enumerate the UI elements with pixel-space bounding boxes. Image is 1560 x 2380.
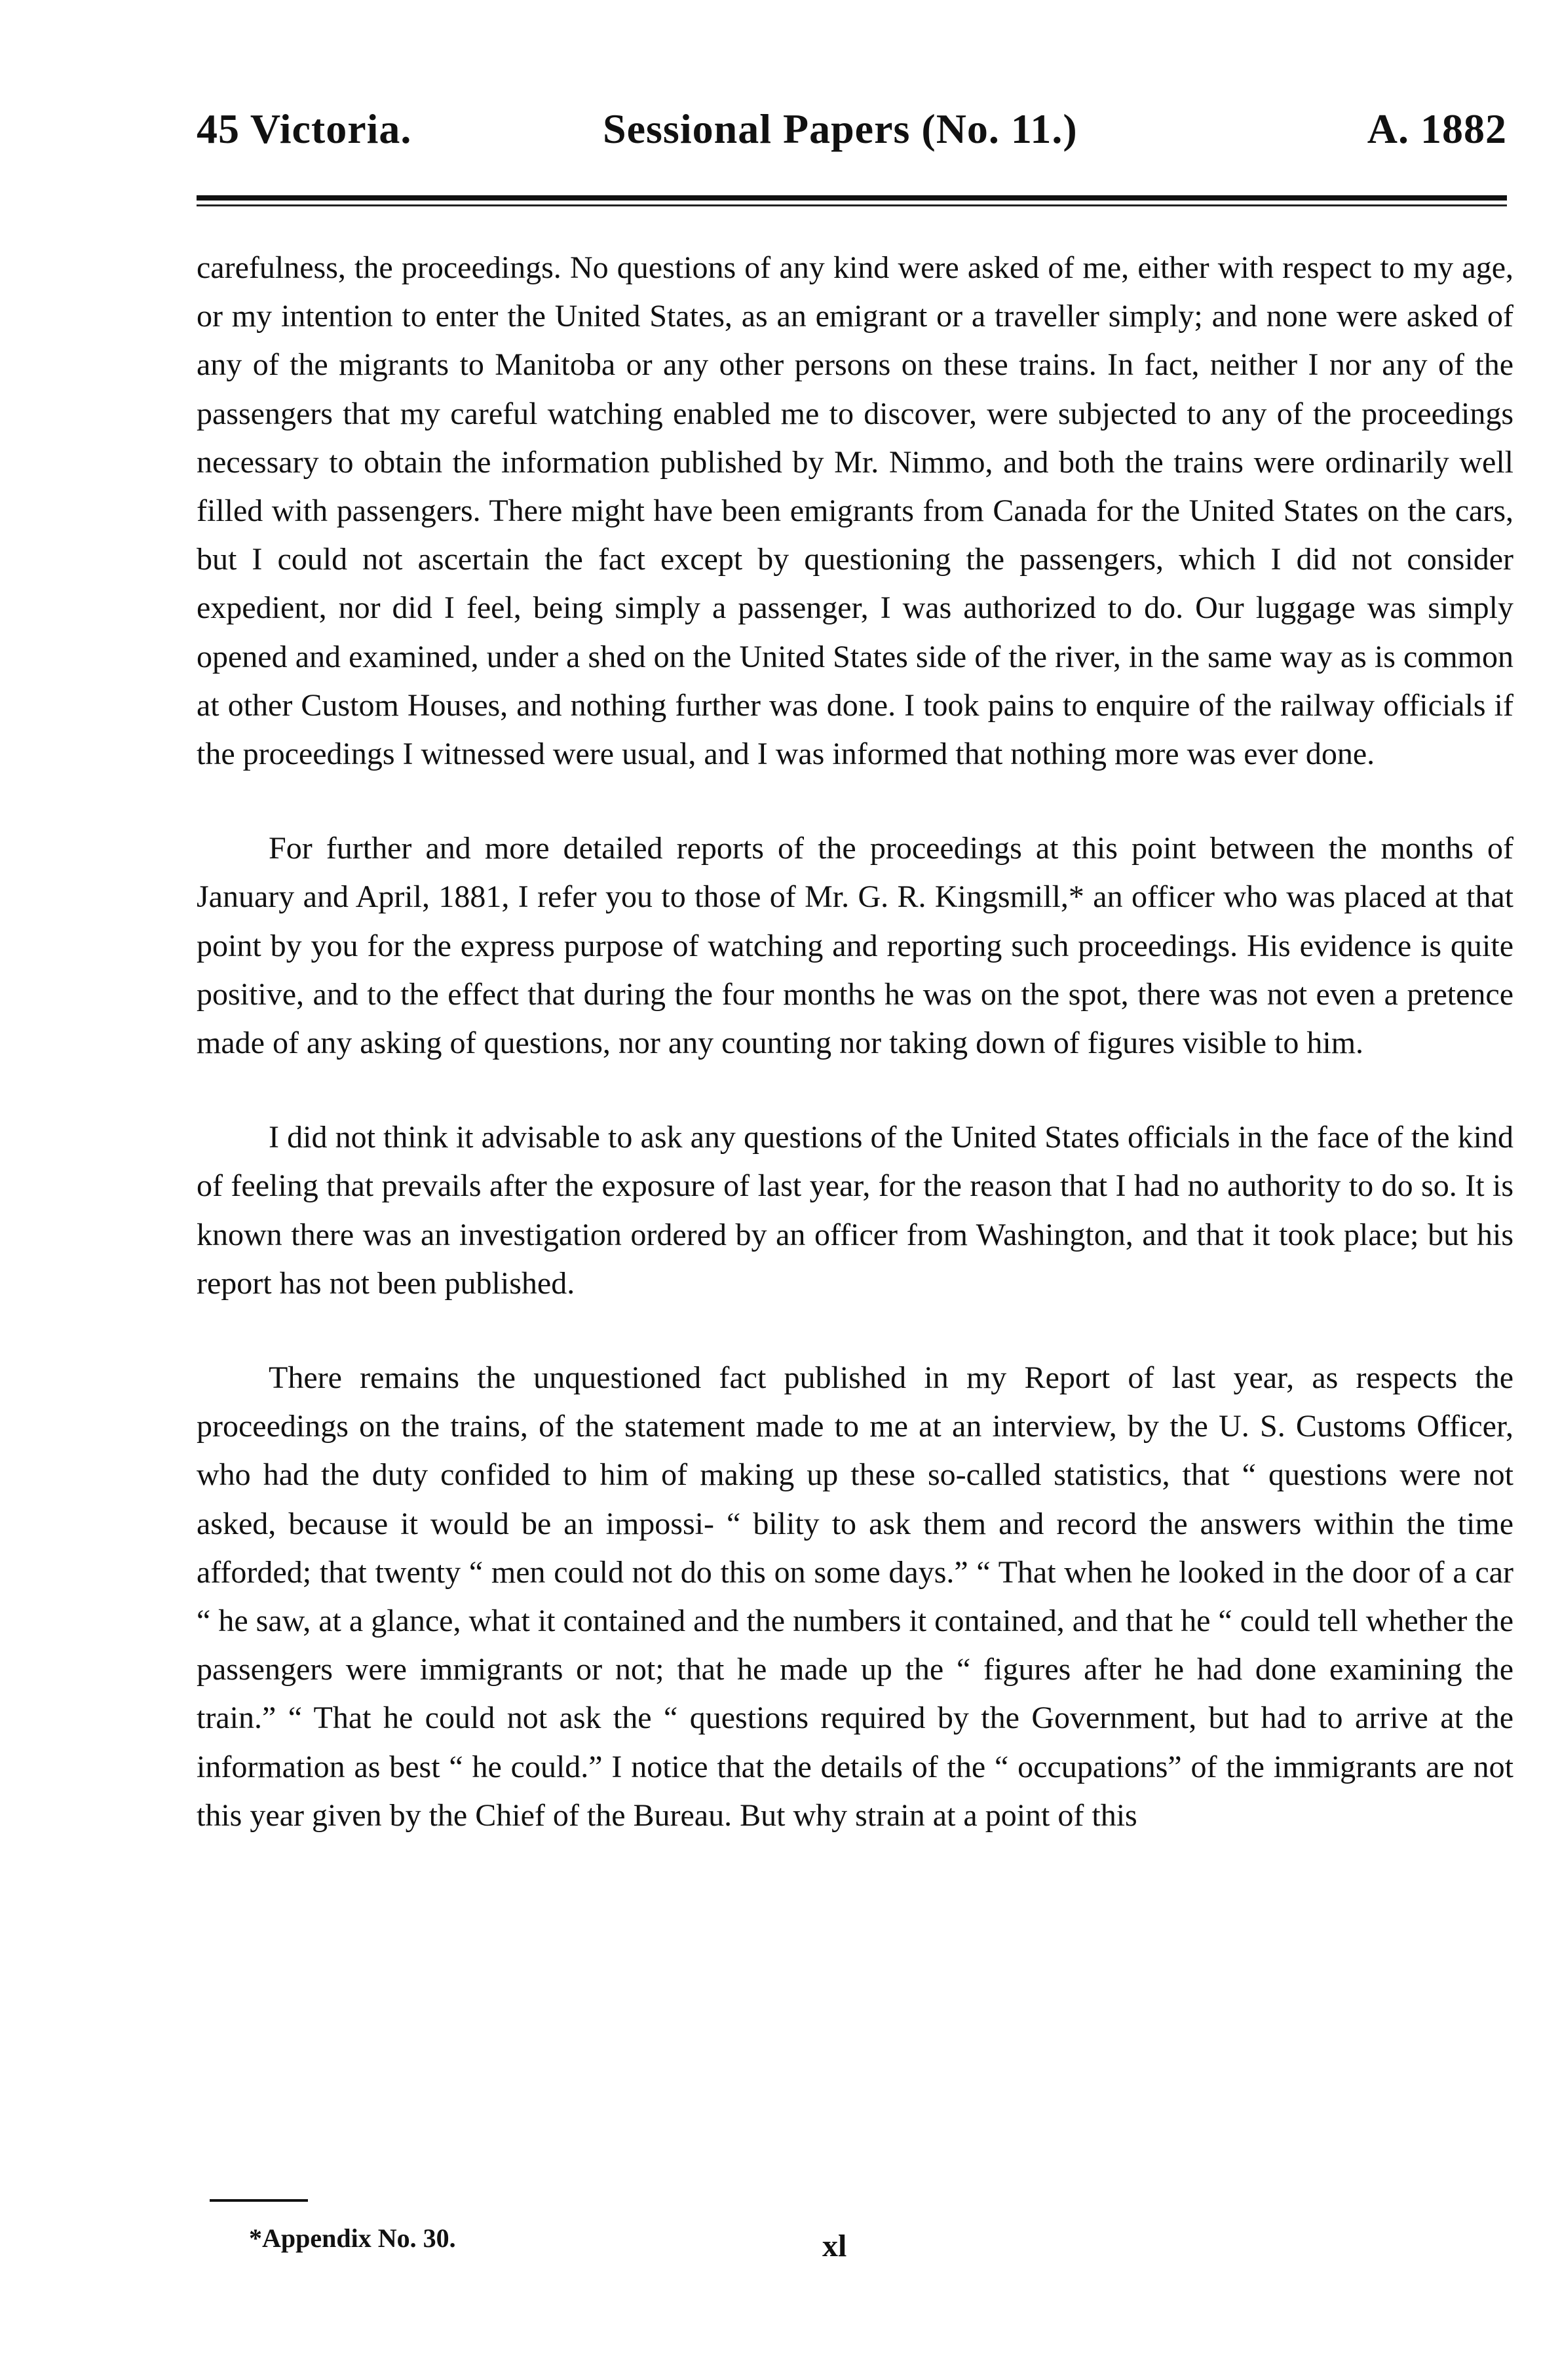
paragraph-4: There remains the unquestioned fact published in my Report of last year, as respects the proceedings on the trains, of the statement made to me at an interview, by the U. S. Customs Officer, who had the duty confided to him of making up these so-called statistics, that “ questions were not asked, because it would be an impossi- “ bility to ask them and record the answers within the time afforded; that twenty “ men could not do this on some days.” “ That when he looked in the door of a car “ he saw, at a glance, what it contained and the numbers it contained, and that he “ could tell whether the passengers were immigrants or not; that he made up the “ figures after he had done examining the train.” “ That he could not ask the “ questions required by the Government, but had to arrive at the information as best “ he could.” I notice that the details of the “ occupations” of the immigrants are not this year given by the Chief of the Bureau. But why strain at a point of this xyxy=(197,1360,1513,1833)
footnote: *Appendix No. 30. xyxy=(249,2223,456,2253)
paragraph-3: I did not think it advisable to ask any questions of the United States officials in the face of the kind of feeling that prevails after the exposure of last year, for the reason that I had no authority to do so. It is known there was an investigation ordered by an officer from Washington, and that it took place; but his report has not been published. xyxy=(197,1120,1513,1301)
footnote-rule xyxy=(210,2199,308,2202)
header-rule xyxy=(197,195,1507,201)
page-number: xl xyxy=(822,2229,847,2263)
body-text xyxy=(197,244,1513,1886)
running-header xyxy=(197,105,1507,183)
header-title: Sessional Papers (No. 11.) xyxy=(603,106,1078,152)
header-rule-thin xyxy=(197,204,1507,206)
paragraph-1: carefulness, the proceedings. No questions of any kind were asked of me, either with respect to my age, or my intention to enter the United States, as an emigrant or a traveller simply; and none were asked of any of the migrants to Manitoba or any other persons on these trains. In fact, neither I nor any of the passengers that my careful watching enabled me to discover, were subjected to any of the proceedings necessary to obtain the information published by Mr. Nimmo, and both the trains were ordinarily well filled with passengers. There might have been emigrants from Canada for the United States on the cars, but I could not ascertain the fact except by questioning the passengers, which I did not consider expedient, nor did I feel, being simply a passenger, I was authorized to do. Our luggage was simply opened and examined, under a shed on the United States side of the river, in the same way as is common at other Custom Houses, and nothing further was done. I took pains to enquire of the railway officials if the proceedings I witnessed were usual, and I was informed that nothing more was ever done. xyxy=(197,250,1513,772)
paragraph-2: For further and more detailed reports of the proceedings at this point between the months of January and April, 1881, I refer you to those of Mr. G. R. Kingsmill,* an officer who was placed at that point by you for the express purpose of watching and reporting such proceedings. His evidence is quite positive, and to the effect that during the four months he was on the spot, there was not even a pretence made of any asking of questions, nor any counting nor taking down of figures visible to him. xyxy=(197,831,1513,1061)
header-volume: 45 Victoria. xyxy=(197,106,412,152)
header-year: A. 1882 xyxy=(1367,106,1507,152)
